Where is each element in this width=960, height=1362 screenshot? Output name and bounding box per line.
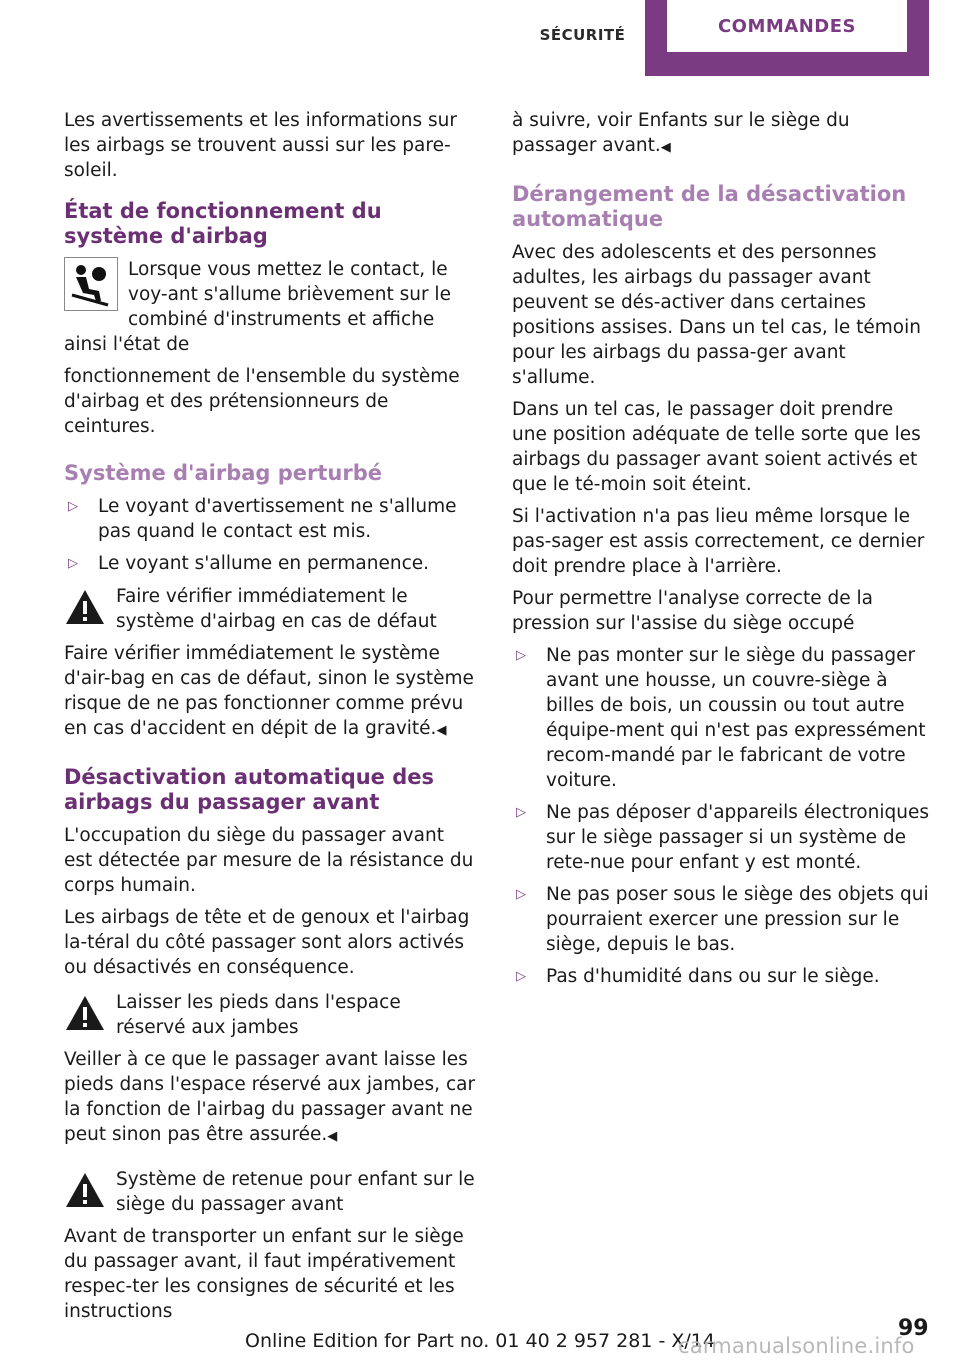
malfunction-paragraph-3: Si l'activation n'a pas lieu même lorsque le pas-sager est assis correctement, ce dernier doit prendre place à l'arrière. [512,506,925,577]
warning-2-text: Veiller à ce que le passager avant laisse les pieds dans l'espace réservé aux jambes, car la fonction de l'airbag du passager avant ne peut sinon pas être assurée.◀ [64,1049,476,1145]
list-item-text: Le voyant d'avertissement ne s'allume pas quand le contact est mis. [98,496,457,542]
list-item-text: Ne pas monter sur le siège du passager avant une housse, un couvre-siège à billes de bois, un coussin ou tout autre équipe-ment qui n'est pas expressément recom-mandé par le fabricant de votre voiture. [546,645,926,791]
list-item-text: Ne pas déposer d'appareils électroniques sur le siège passager si un système de rete-nue pour enfant y est monté. [546,802,929,873]
warning-3-text: Avant de transporter un enfant sur le siège du passager avant, il faut impérativement respec-ter les consignes de sécurité et les instructions [64,1226,464,1322]
warning-3-title: Système de retenue pour enfant sur le siège du passager avant [116,1169,475,1215]
heading-malfunction: Dérangement de la désactivation automatique [512,182,907,231]
active-tab[interactable] [645,0,929,76]
warning-2-title: Laisser les pieds dans l'espace réservé aux jambes [116,992,401,1038]
list-item [64,551,476,576]
continued-text: à suivre, voir Enfants sur le siège du passager avant.◀ [512,110,850,156]
heading-operational-state: État de fonctionnement du système d'airbag [64,199,382,248]
warning-1-title: Faire vérifier immédiatement le système d'airbag en cas de défaut [116,586,437,632]
warning-1-text: Faire vérifier immédiatement le système d'air-bag en cas de défaut, sinon le système risque de ne pas fonctionner comme prévu en cas d'accident en dépit de la gravité.◀ [64,643,474,739]
list-item [64,494,476,544]
bullet-icon: ▷ [68,556,78,571]
malfunction-paragraph-4: Pour permettre l'analyse correcte de la pression sur l'assise du siège occupé [512,588,873,634]
section-label: SÉCURITÉ [539,26,626,44]
operational-text-b: fonctionnement de l'ensemble du système d'airbag et des prétensionneurs de ceintures. [64,366,460,437]
end-mark-icon: ◀ [660,140,671,155]
airbag-status-block [64,257,476,357]
bullet-icon: ▷ [68,499,78,514]
malfunction-paragraph-1: Avec des adolescents et des personnes adultes, les airbags du passager avant peuvent se dés-activer dans certaines positions assises. Dans un tel cas, le témoin pour les airbags du passa-ger avant s'allume. [512,242,921,388]
active-tab-label: COMMANDES [667,0,907,52]
footer-edition: Online Edition for Part no. 01 40 2 957 281 - X/14 [245,1330,715,1352]
auto-paragraph-1: L'occupation du siège du passager avant est détectée par mesure de la résistance du corps humain. [64,825,474,896]
list-item [512,800,932,875]
warning-block-2 [64,990,476,1040]
heading-auto-deactivation: Désactivation automatique des airbags du passager avant [64,765,435,814]
warning-triangle-icon [64,588,106,626]
right-column [512,108,932,997]
bullet-icon: ▷ [516,805,526,820]
list-item [512,643,932,793]
end-mark-icon: ◀ [436,723,447,738]
list-item-text: Pas d'humidité dans ou sur le siège. [546,966,880,987]
list-item-text: Le voyant s'allume en permanence. [98,553,430,574]
page-number: 99 [898,1316,929,1341]
bullet-icon: ▷ [516,648,526,663]
end-mark-icon: ◀ [327,1129,338,1144]
disturbed-list [64,494,476,576]
airbag-warning-icon [64,257,118,311]
seat-instructions-list [512,643,932,989]
list-item [512,964,932,989]
operational-text-a: Lorsque vous mettez le contact, le voy-ant s'allume brièvement sur le combiné d'instruments et affiche ainsi l'état de [64,259,451,355]
warning-triangle-icon [64,1171,106,1209]
watermark: carmanualsonline.info [678,1334,915,1358]
warning-block-1 [64,584,476,634]
heading-airbag-disturbed: Système d'airbag perturbé [64,461,383,485]
bullet-icon: ▷ [516,969,526,984]
warning-triangle-icon [64,994,106,1032]
left-column [64,108,476,1331]
warning-block-3 [64,1167,476,1217]
intro-paragraph: Les avertissements et les informations sur les airbags se trouvent aussi sur les pare-soleil. [64,110,457,181]
malfunction-paragraph-2: Dans un tel cas, le passager doit prendre une position adéquate de telle sorte que les airbags du passager avant soient activés et que le té-moin soit éteint. [512,399,921,495]
list-item-text: Ne pas poser sous le siège des objets qui pourraient exercer une pression sur le siège, depuis le bas. [546,884,929,955]
auto-paragraph-2: Les airbags de tête et de genoux et l'airbag la-téral du côté passager sont alors activés ou désactivés en conséquence. [64,907,470,978]
list-item [512,882,932,957]
bullet-icon: ▷ [516,887,526,902]
